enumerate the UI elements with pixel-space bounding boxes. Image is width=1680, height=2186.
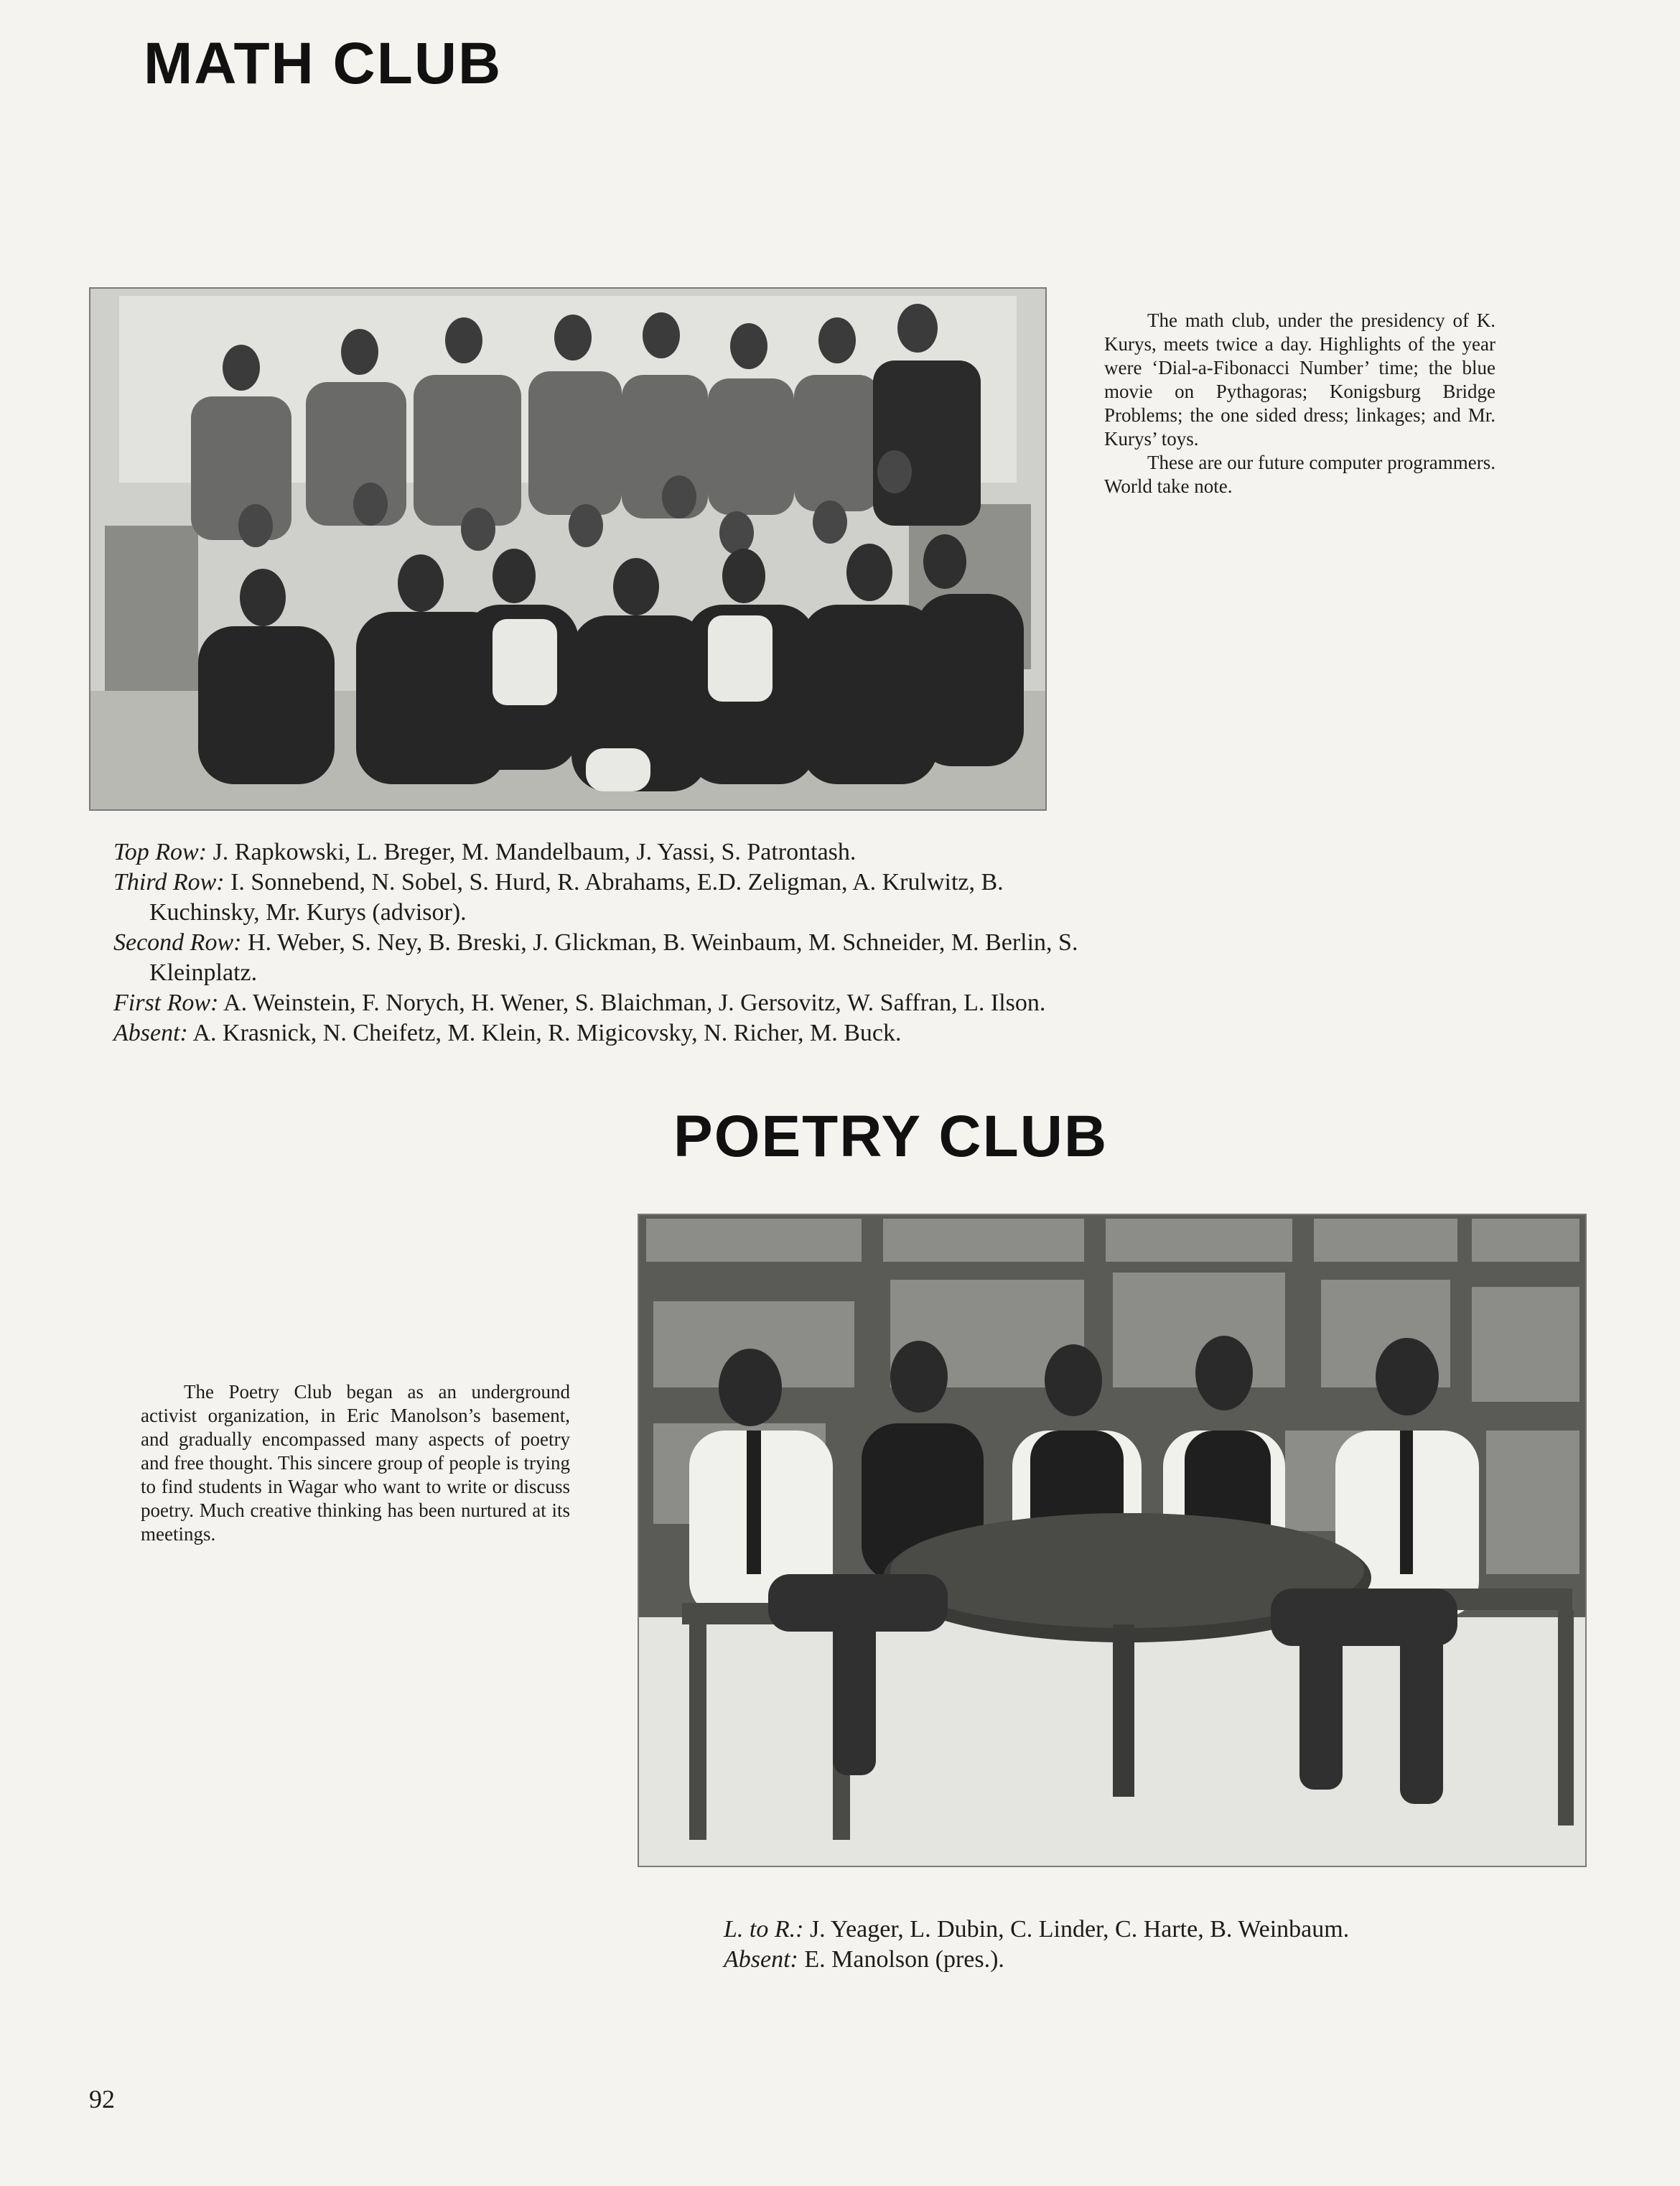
math-club-photo-image bbox=[90, 289, 1045, 809]
poetry-club-description-paragraph: The Poetry Club began as an underground activist organization, in Eric Manolson’s basement, and gradually encompassed many aspects of poetry and free thought. This sincere group of people is trying to find students in Wagar who want to write or discuss poetry. Much creative thinking has been nurtured at its meetings. bbox=[141, 1381, 570, 1545]
roster-names: A. Krasnick, N. Cheifetz, M. Klein, R. Migicovsky, N. Richer, M. Buck. bbox=[192, 1020, 902, 1046]
roster-names: J. Rapkowski, L. Breger, M. Mandelbaum, J. Yassi, S. Patrontash. bbox=[213, 839, 857, 865]
poetry-club-title: POETRY CLUB bbox=[673, 1104, 1109, 1169]
roster-label: Second Row: bbox=[113, 929, 242, 956]
roster-line-first-row bbox=[113, 988, 1119, 1018]
roster-names: I. Sonnebend, N. Sobel, S. Hurd, R. Abrahams, E.D. Zeligman, A. Krulwitz, B. Kuchinsky, Mr. Kurys (advisor). bbox=[149, 869, 1004, 926]
roster-label: Absent: bbox=[724, 1946, 798, 1973]
poetry-club-description bbox=[141, 1380, 570, 1546]
roster-line-absent bbox=[724, 1945, 1600, 1975]
roster-names: H. Weber, S. Ney, B. Breski, J. Glickman, B. Weinbaum, M. Schneider, M. Berlin, S. Kleinplatz. bbox=[149, 929, 1078, 986]
poetry-club-photo-image bbox=[639, 1215, 1585, 1866]
roster-line-top-row bbox=[113, 837, 1119, 868]
math-club-description-paragraph: These are our future computer programmers. World take note. bbox=[1104, 452, 1495, 497]
roster-names: E. Manolson (pres.). bbox=[804, 1946, 1004, 1973]
roster-label: First Row: bbox=[113, 990, 219, 1016]
page-number: 92 bbox=[89, 2085, 115, 2113]
roster-line-absent bbox=[113, 1018, 1119, 1048]
poetry-club-photo bbox=[638, 1214, 1587, 1867]
poetry-club-roster bbox=[724, 1915, 1600, 1975]
roster-line-third-row bbox=[113, 868, 1119, 928]
math-club-description-paragraph: The math club, under the presidency of K. Kurys, meets twice a day. Highlights of the year were ‘Dial-a-Fibonacci Number’ time; the blue movie on Pythagoras; Konigsburg Bridge Problems; the one sided dress; linkages; and Mr. Kurys’ toys. bbox=[1104, 310, 1495, 450]
roster-label: Top Row: bbox=[113, 839, 207, 865]
roster-label: Absent: bbox=[113, 1020, 188, 1046]
roster-label: L. to R.: bbox=[724, 1916, 804, 1943]
roster-names: A. Weinstein, F. Norych, H. Wener, S. Blaichman, J. Gersovitz, W. Saffran, L. Ilson. bbox=[223, 990, 1046, 1016]
roster-names: J. Yeager, L. Dubin, C. Linder, C. Harte, B. Weinbaum. bbox=[809, 1916, 1350, 1943]
math-club-title: MATH CLUB bbox=[144, 31, 503, 96]
roster-line-second-row bbox=[113, 928, 1119, 988]
math-club-description bbox=[1104, 309, 1495, 498]
math-club-roster bbox=[113, 837, 1119, 1048]
math-club-photo bbox=[89, 287, 1047, 811]
roster-label: Third Row: bbox=[113, 869, 225, 896]
roster-line-left-to-right bbox=[724, 1915, 1600, 1945]
